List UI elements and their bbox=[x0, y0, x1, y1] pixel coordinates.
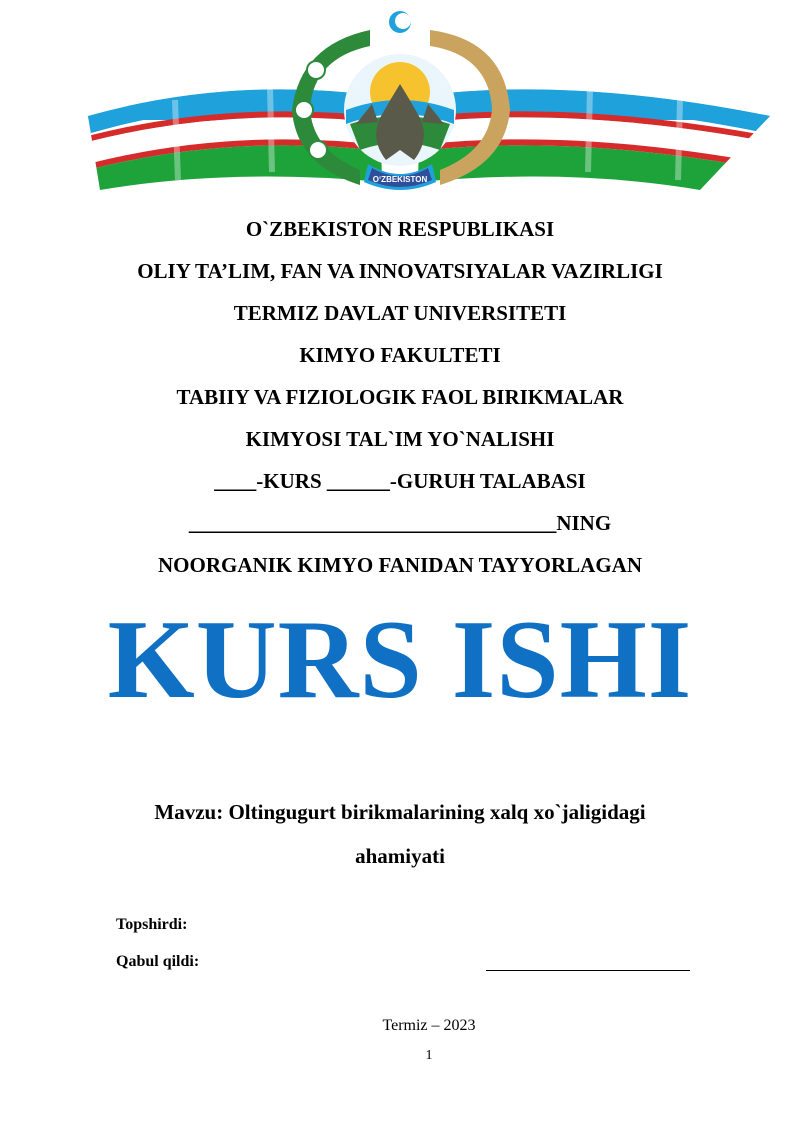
page-number: 1 bbox=[425, 1048, 433, 1063]
accepted-label: Qabul qildi: bbox=[116, 953, 200, 970]
city-year: Termiz – 2023 bbox=[382, 1017, 476, 1034]
submitted-label: Topshirdi: bbox=[116, 916, 188, 933]
heading-university: TERMIZ DAVLAT UNIVERSITETI bbox=[233, 301, 567, 325]
heading-faculty: KIMYO FAKULTETI bbox=[299, 343, 501, 367]
heading-subject: NOORGANIK KIMYO FANIDAN TAYYORLAGAN bbox=[158, 553, 642, 577]
heading-program-line-2: KIMYOSI TAL`IM YO`NALISHI bbox=[245, 427, 555, 451]
flag-right bbox=[410, 60, 780, 200]
heading-program-line-1: TABIIY VA FIZIOLOGIK FAOL BIRIKMALAR bbox=[176, 385, 624, 409]
heading-country: O`ZBEKISTON RESPUBLIKASI bbox=[245, 217, 555, 241]
heading-student-name: ___________________________________NING bbox=[188, 511, 612, 535]
heading-course-group: ____-KURS ______-GURUH TALABASI bbox=[214, 469, 586, 493]
institution-heading bbox=[0, 208, 800, 586]
header-emblem-banner bbox=[0, 0, 800, 200]
signature-line bbox=[486, 970, 690, 971]
topic bbox=[60, 790, 740, 878]
emblem-ribbon-text: O‘ZBEKISTON bbox=[372, 175, 428, 184]
document-title: KURS ISHI bbox=[107, 598, 693, 722]
topic-line-1: Mavzu: Oltingugurt birikmalarining xalq xo`jaligidagi bbox=[154, 800, 646, 824]
heading-ministry: OLIY TA’LIM, FAN VA INNOVATSIYALAR VAZIRLIGI bbox=[137, 259, 663, 283]
topic-line-2: ahamiyati bbox=[355, 844, 445, 868]
flag-left bbox=[80, 60, 390, 200]
